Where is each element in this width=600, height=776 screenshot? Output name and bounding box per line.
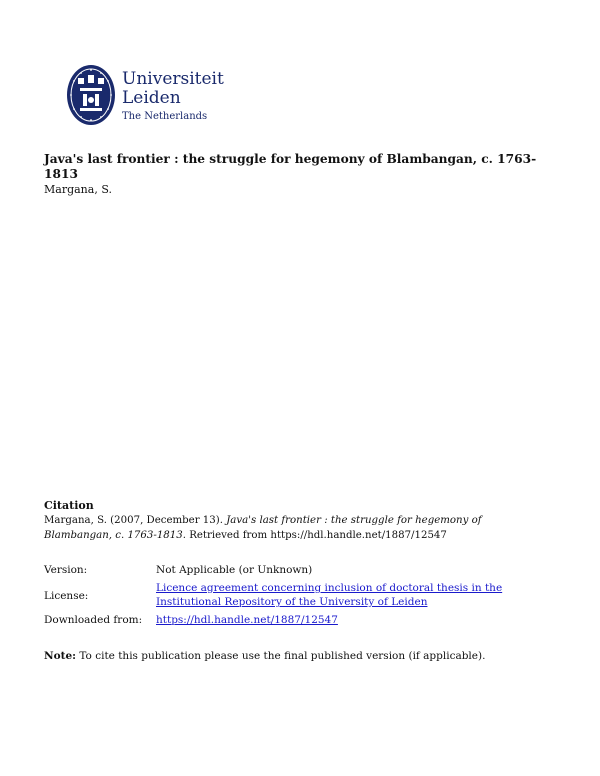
handle-link[interactable]: https://hdl.handle.net/1887/12547 — [156, 614, 338, 626]
license-value — [156, 581, 536, 609]
record-title: Java's last frontier : the struggle for hegemony of Blambangan, c. 1763-1813 — [44, 152, 537, 181]
version-label: Version: — [44, 564, 88, 576]
citation-prefix: Margana, S. (2007, December 13). — [44, 515, 227, 526]
license-label: License: — [44, 590, 89, 602]
citation-suffix: . Retrieved from https://hdl.handle.net/1887/12547 — [182, 530, 447, 541]
university-wordmark — [122, 70, 224, 124]
wordmark-universiteit: Universiteit — [122, 69, 224, 89]
citation-heading: Citation — [44, 499, 94, 512]
university-seal-icon — [66, 64, 116, 126]
citation-title: Java's last frontier : the struggle for hegemony of Blambangan, c. 1763-1813 — [44, 515, 482, 541]
wordmark-country: The Netherlands — [122, 111, 208, 122]
university-logo — [66, 64, 226, 128]
downloaded-label: Downloaded from: — [44, 614, 143, 626]
license-link[interactable]: Licence agreement concerning inclusion of doctoral thesis in the Institutional Repository of the University of Leiden — [156, 582, 503, 608]
note-label: Note: — [44, 650, 77, 662]
note — [44, 649, 564, 663]
note-text: To cite this publication please use the final published version (if applicable). — [76, 650, 486, 662]
version-value: Not Applicable (or Unknown) — [156, 564, 313, 576]
citation-text — [44, 513, 544, 543]
downloaded-value — [156, 613, 536, 627]
wordmark-leiden: Leiden — [122, 88, 181, 108]
record-author: Margana, S. — [44, 183, 112, 196]
